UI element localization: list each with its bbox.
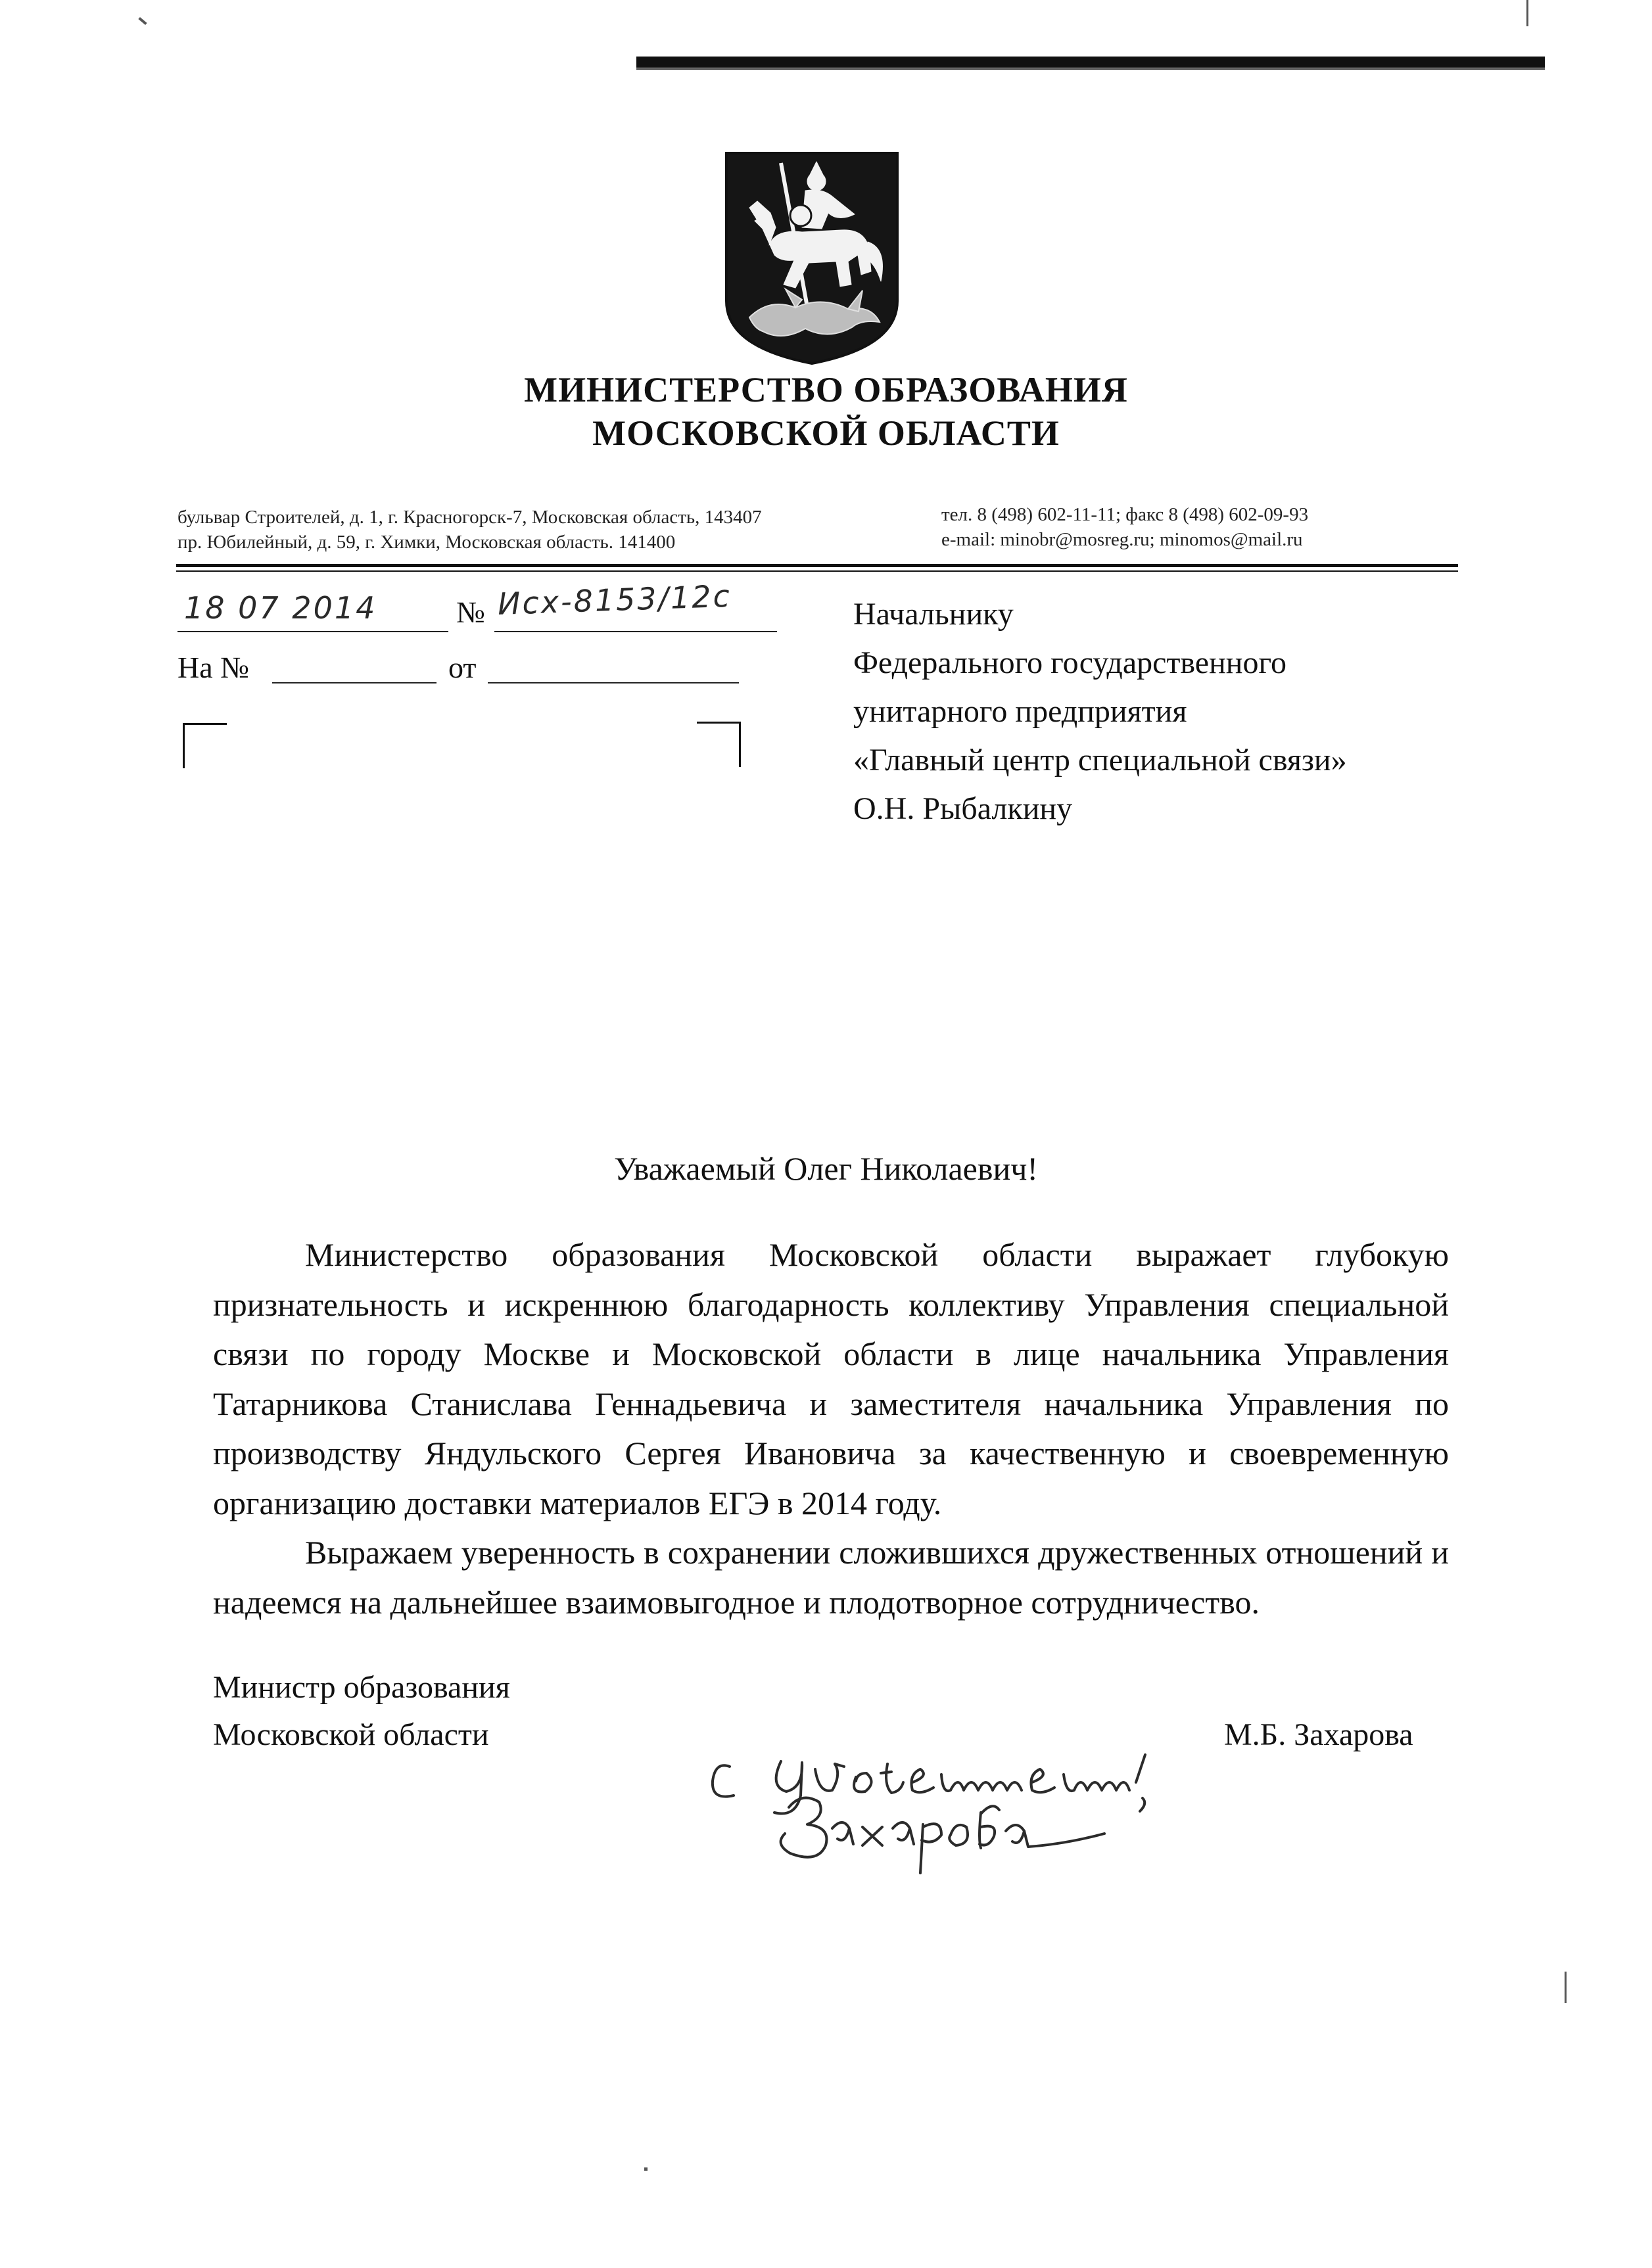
incoming-number-label: На № [177,651,250,684]
address-line-2: пр. Юбилейный, д. 59, г. Химки, Московская область. 141400 [177,532,676,553]
header-rule [176,564,1458,567]
coat-of-arms-icon [723,150,901,367]
incoming-date-line [488,682,739,683]
scan-mark [1526,0,1528,26]
recipient-line: Федерального государственного [853,645,1286,680]
address-line-1: бульвар Строителей, д. 1, г. Красногорск-7, Московская область, 143407 [177,507,762,528]
recipient-line: Начальнику [853,597,1014,632]
handwritten-signature-icon [697,1728,1118,1899]
corner-mark-left [183,723,227,768]
contact-phone-fax: тел. 8 (498) 602-11-11; факс 8 (498) 602-09-93 [941,504,1309,525]
body-paragraph-2: Выражаем уверенность в сохранении сложившихся дружественных отношений и надеемся на дальнейшее взаимовыгодное и плодотворное сотрудничество. [213,1534,1449,1621]
incoming-number-line [272,682,437,683]
scan-top-bar [636,57,1545,68]
recipient-line: «Главный центр специальной связи» [853,743,1347,777]
recipient-line: унитарного предприятия [853,694,1187,729]
date-field-line [177,631,448,632]
header-rule-thin [176,570,1458,572]
number-sign: № [456,595,485,629]
outgoing-number: Исх-8153/12с [497,578,732,622]
scan-mark [138,17,147,25]
ministry-title-line2: МОСКОВСКОЙ ОБЛАСТИ [592,413,1060,453]
number-field-line [494,631,777,632]
outgoing-date: 18 07 2014 [184,590,377,626]
scan-mark [1565,1972,1567,2003]
ministry-title-line1: МИНИСТЕРСТВО ОБРАЗОВАНИЯ [524,370,1128,409]
scan-top-bar-edge [636,68,1545,70]
letter-body [213,1230,1449,1627]
signatory-position-line1: Министр образования [213,1670,510,1705]
contact-email: e-mail: minobr@mosreg.ru; minomos@mail.ru [941,529,1303,550]
signatory-position [213,1664,510,1759]
body-paragraph-1: Министерство образования Московской области выражает глубокую признательность и искреннюю благодарность коллективу Управления специальной связи по городу Москве и Московской области в лице начальника Управления Татарникова Станислава Геннадьевича и заместителя начальника Управления по производству Яндульского Сергея Ивановича за качественную и своевременную организацию доставки материалов ЕГЭ в 2014 году. [213,1236,1449,1521]
signatory-name: М.Б. Захарова [1224,1717,1413,1752]
corner-mark-right [697,722,741,767]
incoming-date-label: от [448,651,477,684]
scan-dot [644,2167,648,2171]
recipient-line: О.Н. Рыбалкину [853,791,1073,826]
greeting: Уважаемый Олег Николаевич! [613,1150,1039,1187]
signatory-position-line2: Московской области [213,1717,489,1752]
recipient-block [853,590,1511,833]
